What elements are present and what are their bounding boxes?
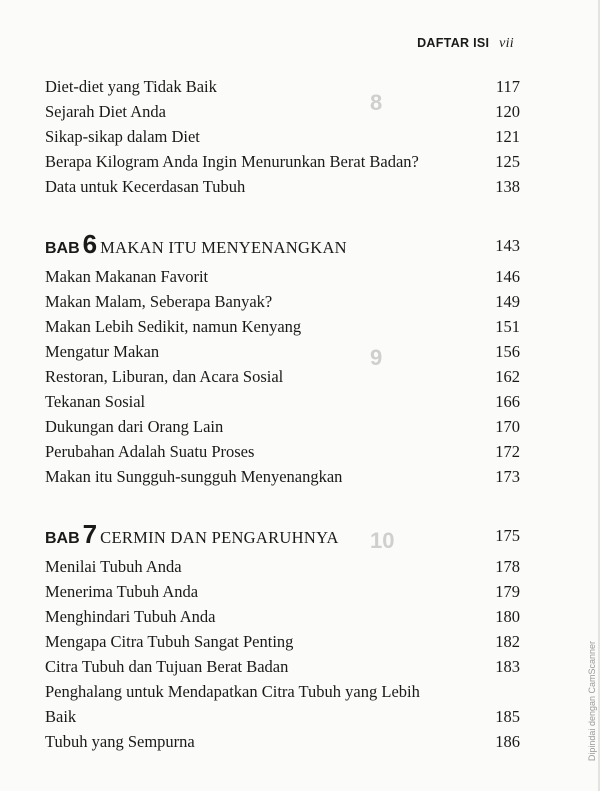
toc-entry-page: 182 [495, 632, 520, 651]
toc-entry-page: 172 [495, 442, 520, 461]
toc-entry-page: 170 [495, 417, 520, 436]
toc-entry-title: Citra Tubuh dan Tujuan Berat Badan [45, 657, 289, 676]
toc-entry-page: 179 [495, 582, 520, 601]
toc-entry[interactable] [45, 289, 520, 314]
toc-group-3 [45, 554, 520, 754]
toc-entry-title: Mengatur Makan [45, 342, 160, 361]
toc-entry-title: Makan itu Sungguh-sungguh Menyenangkan [45, 467, 343, 486]
toc-entry[interactable] [45, 729, 520, 754]
toc-entry-page: 178 [495, 557, 520, 576]
chapter-label: BAB [45, 530, 80, 547]
toc-group-1 [45, 74, 520, 199]
toc-entry[interactable] [45, 389, 520, 414]
toc-entry-title: Berapa Kilogram Anda Ingin Menurunkan Berat Badan? [45, 152, 419, 171]
chapter-page: 143 [495, 236, 520, 255]
toc-entry-title: Menilai Tubuh Anda [45, 557, 182, 576]
chapter-heading-7[interactable] [45, 520, 520, 548]
toc-entry[interactable] [45, 679, 520, 729]
toc-entry-title: Penghalang untuk Mendapatkan Citra Tubuh yang Lebih Baik [45, 682, 420, 726]
toc-entry-title: Mengapa Citra Tubuh Sangat Penting [45, 632, 294, 651]
toc-entry-title: Sejarah Diet Anda [45, 102, 166, 121]
toc-entry-page: 166 [495, 392, 520, 411]
toc-entry-title: Restoran, Liburan, dan Acara Sosial [45, 367, 284, 386]
toc-entry-page: 185 [495, 707, 520, 726]
toc-entry-title: Data untuk Kecerdasan Tubuh [45, 177, 246, 196]
toc-entry-title: Tubuh yang Sempurna [45, 732, 195, 751]
chapter-title: MAKAN ITU MENYENANGKAN [100, 238, 347, 257]
toc-entry-page: 117 [495, 77, 520, 96]
toc-entry[interactable] [45, 339, 520, 364]
chapter-title: CERMIN DAN PENGARUHNYA [100, 528, 339, 547]
scanner-watermark: Dipindai dengan CamScanner [587, 640, 597, 761]
toc-entry-page: 151 [495, 317, 520, 336]
toc-entry[interactable] [45, 654, 520, 679]
toc-group-2 [45, 264, 520, 489]
toc-entry[interactable] [45, 74, 520, 99]
chapter-heading-6[interactable] [45, 230, 520, 258]
toc-entry[interactable] [45, 149, 520, 174]
toc-entry-title: Perubahan Adalah Suatu Proses [45, 442, 255, 461]
toc-entry[interactable] [45, 314, 520, 339]
toc-entry[interactable] [45, 414, 520, 439]
toc-entry[interactable] [45, 554, 520, 579]
running-head [417, 36, 514, 52]
chapter-number: 7 [82, 519, 98, 549]
chapter-number: 6 [82, 229, 98, 259]
toc-entry-title: Makan Malam, Seberapa Banyak? [45, 292, 273, 311]
chapter-page: 175 [495, 526, 520, 545]
toc-entry[interactable] [45, 124, 520, 149]
toc-entry-page: 186 [495, 732, 520, 751]
chapter-label: BAB [45, 240, 80, 257]
toc-entry-title: Diet-diet yang Tidak Baik [45, 77, 217, 96]
page-folio: vii [499, 36, 514, 51]
toc-entry-title: Menghindari Tubuh Anda [45, 607, 216, 626]
toc-entry[interactable] [45, 99, 520, 124]
toc-entry-page: 125 [495, 152, 520, 171]
toc-entry-title: Menerima Tubuh Anda [45, 582, 199, 601]
toc-entry[interactable] [45, 364, 520, 389]
toc-entry-page: 162 [495, 367, 520, 386]
toc-entry-page: 149 [495, 292, 520, 311]
toc-entry-page: 121 [495, 127, 520, 146]
toc-entry-page: 146 [495, 267, 520, 286]
table-of-contents [45, 74, 520, 754]
toc-entry-title: Makan Makanan Favorit [45, 267, 209, 286]
toc-entry[interactable] [45, 174, 520, 199]
toc-entry[interactable] [45, 629, 520, 654]
toc-entry-page: 183 [495, 657, 520, 676]
toc-entry-page: 173 [495, 467, 520, 486]
toc-entry[interactable] [45, 464, 520, 489]
toc-entry-page: 180 [495, 607, 520, 626]
running-head-label: DAFTAR ISI [417, 36, 490, 50]
toc-entry-title: Dukungan dari Orang Lain [45, 417, 224, 436]
toc-entry[interactable] [45, 264, 520, 289]
toc-entry-title: Makan Lebih Sedikit, namun Kenyang [45, 317, 302, 336]
toc-entry-page: 120 [495, 102, 520, 121]
toc-entry[interactable] [45, 579, 520, 604]
toc-entry-page: 156 [495, 342, 520, 361]
toc-entry-title: Tekanan Sosial [45, 392, 146, 411]
toc-entry[interactable] [45, 604, 520, 629]
toc-entry[interactable] [45, 439, 520, 464]
toc-entry-page: 138 [495, 177, 520, 196]
toc-entry-title: Sikap-sikap dalam Diet [45, 127, 200, 146]
